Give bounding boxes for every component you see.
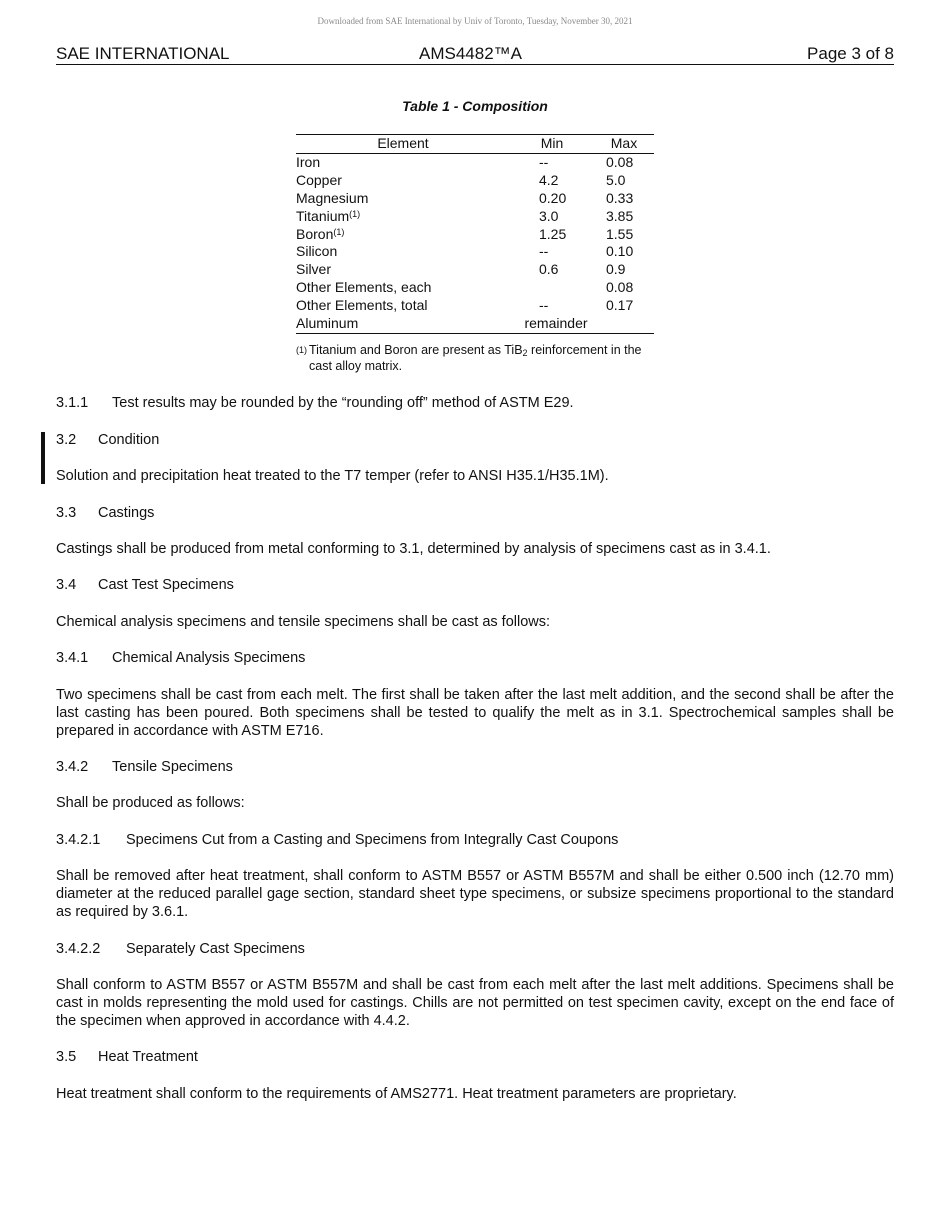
section-3-4-2-1-body: Shall be removed after heat treatment, shall conform to ASTM B557 or ASTM B557M and shall be either 0.500 inch (12.70 mm) diameter at the reduced parallel gage section, standard sheet type specimens, or subsize specimens proportional to the standard as required by 3.6.1. xyxy=(56,868,894,920)
row-element: Other Elements, total xyxy=(296,297,428,314)
composition-table xyxy=(296,134,654,334)
header-doc-number: AMS4482™A xyxy=(419,44,522,63)
footnote-mark: (1) xyxy=(296,345,307,355)
row-min: -- xyxy=(539,297,549,314)
row-element: Boron$^{(1)}$ xyxy=(296,225,345,242)
page-header xyxy=(56,44,894,65)
section-3-4-2-body: Shall be produced as follows: xyxy=(56,795,245,811)
row-max: 0.33 xyxy=(606,189,634,206)
section-3-4-1-heading xyxy=(56,649,894,667)
row-min: 0.6 xyxy=(539,261,559,278)
table-row xyxy=(296,261,654,279)
section-3-4-2-heading xyxy=(56,758,894,776)
revision-change-bar xyxy=(41,432,45,484)
table-row-aluminum xyxy=(296,315,654,334)
section-3-5-body: Heat treatment shall conform to the requirements of AMS2771. Heat treatment parameters are proprietary. xyxy=(56,1086,737,1102)
row-max: 1.55 xyxy=(606,225,634,242)
section-3-4-2-2-heading xyxy=(56,940,894,958)
footnote-text: Titanium and Boron are present as TiB$_2$ reinforcement in the cast alloy matrix. xyxy=(309,343,642,373)
section-title: Separately Cast Specimens xyxy=(126,941,305,957)
row-max: 0.9 xyxy=(606,261,626,278)
table-header-row xyxy=(296,134,654,154)
section-3-4-heading xyxy=(56,576,894,594)
section-3-4-2-2-body: Shall conform to ASTM B557 or ASTM B557M and shall be cast from each melt after the last melt additions. Specimens shall be cast in molds representing the mold used for castings. Chills are not permitted on test specimen cavity, except on the end face of the specimen when approved in accordance with 4.4.2. xyxy=(56,977,894,1029)
table-row xyxy=(296,154,654,172)
row-min: -- xyxy=(539,154,549,170)
section-title: Castings xyxy=(98,505,155,521)
table-row xyxy=(296,172,654,190)
row-element: Silicon xyxy=(296,243,338,260)
row-element: Iron xyxy=(296,154,321,170)
section-title: Chemical Analysis Specimens xyxy=(112,650,306,666)
row-element: Other Elements, each xyxy=(296,279,432,296)
footnote-ref: (1) xyxy=(349,208,361,219)
section-3-1-1 xyxy=(56,394,894,412)
row-max: 5.0 xyxy=(606,171,626,188)
section-title: Tensile Specimens xyxy=(112,759,233,775)
section-3-4-2-1-heading xyxy=(56,831,894,849)
table-row xyxy=(296,226,654,244)
section-3-4-body: Chemical analysis specimens and tensile specimens shall be cast as follows: xyxy=(56,614,551,630)
section-number: 3.2 xyxy=(56,432,77,448)
section-3-3-body: Castings shall be produced from metal conforming to 3.1, determined by analysis of specimens cast as in 3.4.1. xyxy=(56,541,771,557)
section-number: 3.4.2 xyxy=(56,759,89,775)
row-min: -- xyxy=(539,243,549,260)
section-number: 3.4 xyxy=(56,577,77,593)
section-3-4-1-body: Two specimens shall be cast from each melt. The first shall be taken after the last melt addition, and the second shall be after the last casting has been poured. Both specimens shall be tested to qualify the melt as in 3.1. Spectrochemical samples shall be prepared in accordance with ASTM E716. xyxy=(56,687,894,739)
section-number: 3.4.1 xyxy=(56,650,89,666)
table-row xyxy=(296,297,654,315)
row-remainder: remainder xyxy=(524,315,588,332)
section-3-5-heading xyxy=(56,1048,894,1066)
row-element: Aluminum xyxy=(296,315,359,332)
table-row xyxy=(296,279,654,297)
row-element: Titanium$^{(1)}$ xyxy=(296,207,361,224)
header-page-number: Page 3 of 8 xyxy=(807,44,894,63)
row-element: Copper xyxy=(296,171,342,188)
section-3-2-heading xyxy=(56,431,894,449)
row-element: Magnesium xyxy=(296,189,369,206)
section-3-2-body: Solution and precipitation heat treated to the T7 temper (refer to ANSI H35.1/H35.1M). xyxy=(56,468,609,484)
table-title: Table 1 - Composition xyxy=(402,98,548,114)
row-element: Silver xyxy=(296,261,332,278)
row-max: 0.08 xyxy=(606,154,634,170)
row-max: 3.85 xyxy=(606,207,634,224)
table-footnote xyxy=(296,342,654,374)
header-min: Min xyxy=(540,135,564,151)
header-max: Max xyxy=(610,135,638,151)
table-row xyxy=(296,243,654,261)
footnote-ref: (1) xyxy=(333,226,345,237)
section-number: 3.5 xyxy=(56,1049,77,1065)
download-banner: Downloaded from SAE International by Univ of Toronto, Tuesday, November 30, 2021 xyxy=(317,16,633,26)
table-row xyxy=(296,190,654,208)
row-max: 0.08 xyxy=(606,279,634,296)
row-min: 3.0 xyxy=(539,207,559,224)
header-org: SAE INTERNATIONAL xyxy=(56,44,230,63)
section-title: Cast Test Specimens xyxy=(98,577,234,593)
section-3-3-heading xyxy=(56,504,894,522)
section-title: Heat Treatment xyxy=(98,1049,198,1065)
row-min: 1.25 xyxy=(539,225,567,242)
row-max: 0.17 xyxy=(606,297,634,314)
section-text: Test results may be rounded by the “rounding off” method of ASTM E29. xyxy=(112,395,574,411)
section-number: 3.4.2.2 xyxy=(56,941,101,957)
header-element: Element xyxy=(377,135,429,151)
row-min: 4.2 xyxy=(539,171,559,188)
section-number: 3.3 xyxy=(56,505,77,521)
row-max: 0.10 xyxy=(606,243,634,260)
section-number: 3.1.1 xyxy=(56,395,89,411)
section-title: Specimens Cut from a Casting and Specimens from Integrally Cast Coupons xyxy=(126,832,619,848)
section-title: Condition xyxy=(98,432,160,448)
row-min: 0.20 xyxy=(539,189,567,206)
table-row xyxy=(296,208,654,226)
section-number: 3.4.2.1 xyxy=(56,832,101,848)
